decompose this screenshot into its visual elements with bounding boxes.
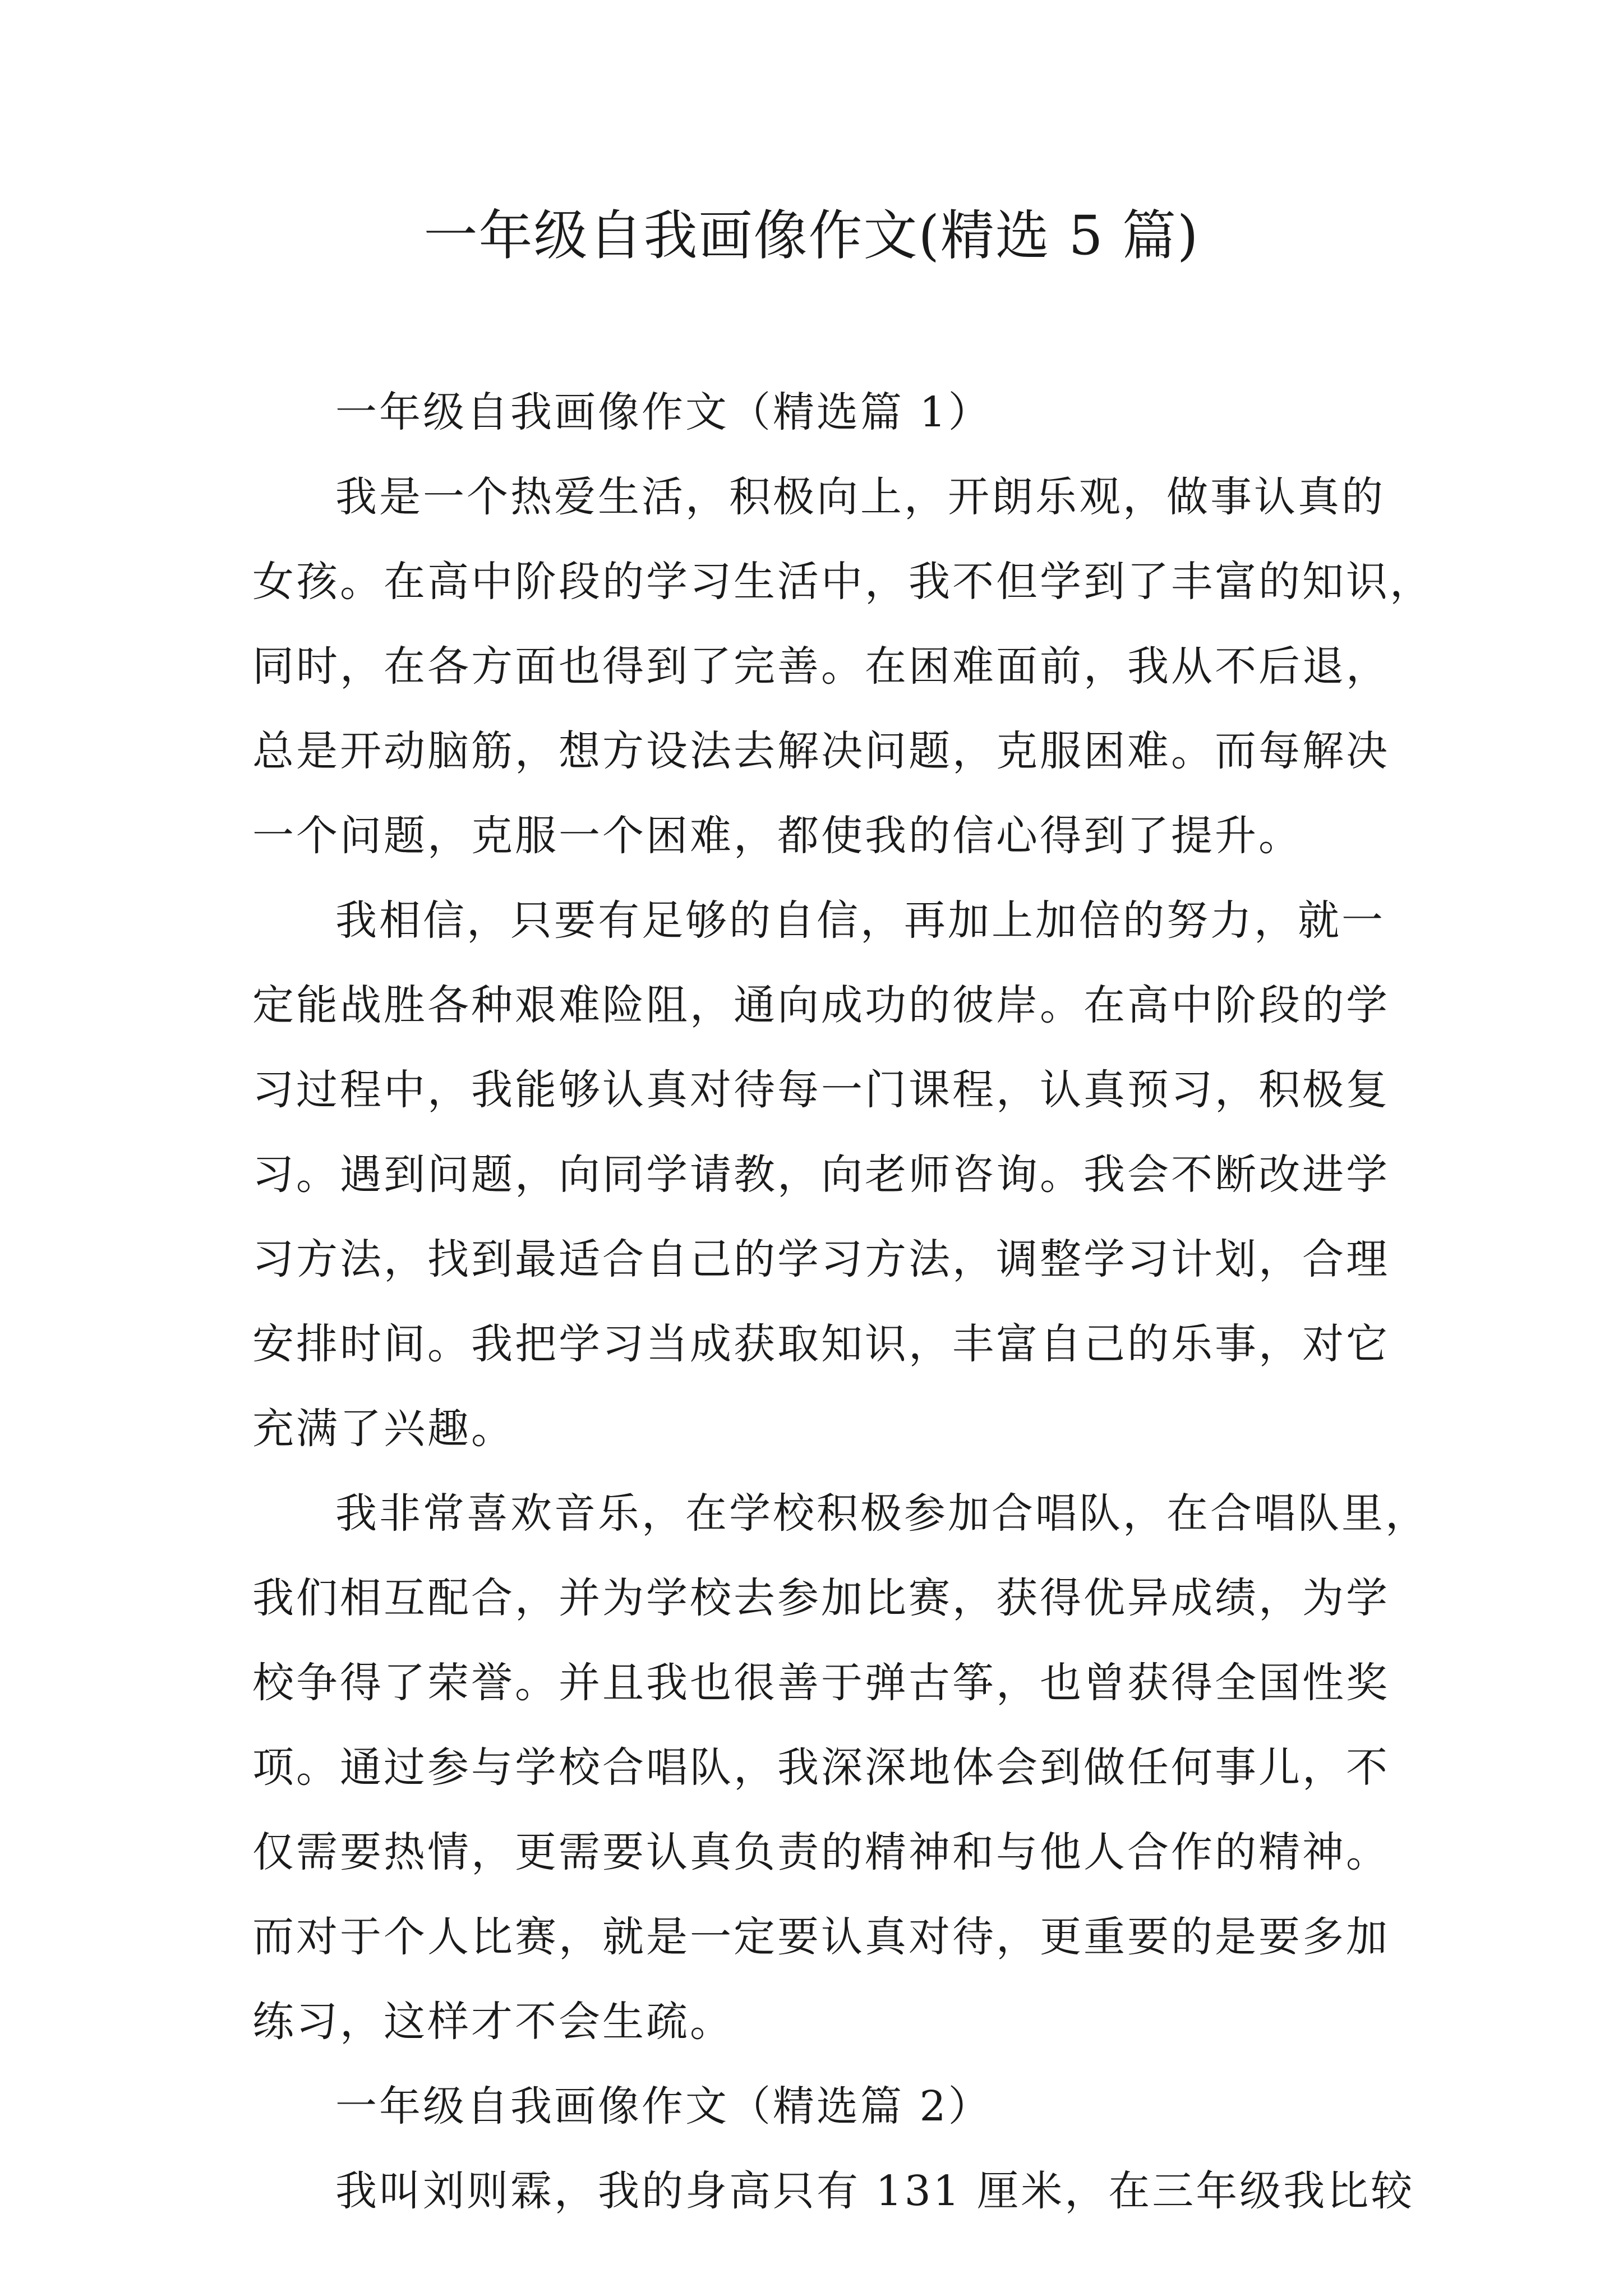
- text-line: 项。通过参与学校合唱队，我深深地体会到做任何事儿，不: [252, 1743, 1390, 1792]
- document-body: [252, 370, 1433, 2234]
- text-line: 我非常喜欢音乐，在学校积极参加合唱队，在合唱队里，: [335, 1489, 1429, 1538]
- document-title: 一年级自我画像作文(精选 5 篇): [423, 204, 1200, 267]
- text-line: 同时，在各方面也得到了完善。在困难面前，我从不后退，: [252, 642, 1390, 691]
- text-line: 练习，这样才不会生疏。: [252, 1998, 734, 2046]
- text-line: 我叫刘则霖，我的身高只有 131 厘米，在三年级我比较: [335, 2167, 1415, 2215]
- text-line: 总是开动脑筋，想方设法去解决问题，克服困难。而每解决: [252, 727, 1390, 775]
- text-line: 而对于个人比赛，就是一定要认真对待，更重要的是要多加: [252, 1913, 1390, 1961]
- section-heading-2: 一年级自我画像作文（精选篇 2）: [335, 2082, 992, 2131]
- text-line: 我们相互配合，并为学校去参加比赛，获得优异成绩，为学: [252, 1574, 1390, 1622]
- text-line: 仅需要热情，更需要认真负责的精神和与他人合作的精神。: [252, 1828, 1390, 1876]
- text-line: 一个问题，克服一个困难，都使我的信心得到了提升。: [252, 812, 1302, 860]
- text-line: 习方法，找到最适合自己的学习方法，调整学习计划，合理: [252, 1235, 1390, 1283]
- text-line: 习。遇到问题，向同学请教，向老师咨询。我会不断改进学: [252, 1151, 1390, 1199]
- text-line: 我相信，只要有足够的自信，再加上加倍的努力，就一: [335, 896, 1385, 945]
- text-line: 定能战胜各种艰难险阻，通向成功的彼岸。在高中阶段的学: [252, 981, 1390, 1029]
- text-line: 我是一个热爱生活，积极向上，开朗乐观，做事认真的: [335, 473, 1385, 521]
- text-line: 充满了兴趣。: [252, 1405, 515, 1453]
- text-line: 习过程中，我能够认真对待每一门课程，认真预习，积极复: [252, 1066, 1390, 1114]
- section-heading-1: 一年级自我画像作文（精选篇 1）: [335, 388, 992, 436]
- text-line: 校争得了荣誉。并且我也很善于弹古筝，也曾获得全国性奖: [252, 1659, 1390, 1707]
- text-line: 女孩。在高中阶段的学习生活中，我不但学到了丰富的知识，: [252, 558, 1433, 606]
- text-line: 安排时间。我把学习当成获取知识，丰富自己的乐事，对它: [252, 1320, 1390, 1368]
